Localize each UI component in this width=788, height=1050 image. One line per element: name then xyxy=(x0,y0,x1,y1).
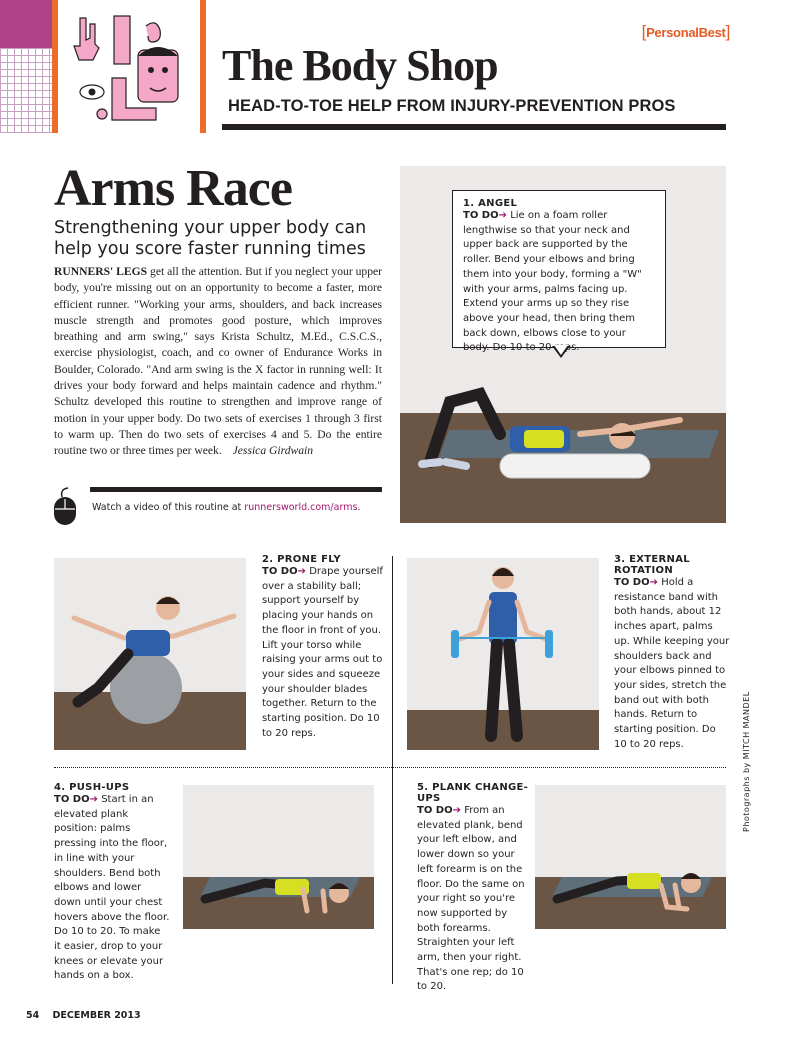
arrow-icon: ➔ xyxy=(649,577,658,588)
row-separator xyxy=(54,767,726,768)
illustration-bracket-right xyxy=(200,0,206,133)
plank-change-ups-photo xyxy=(535,785,726,929)
exercise-text: TO DO➔ Lie on a foam roller lengthwise so that your neck and upper back are supported by the roller. Bend your elbows and bring them into your body, forming a "W" with your arms, palms facing up. Extend your arms up so they rise above your head, then bring them back down, elbows close to your body. Do 10 to 20 reps. xyxy=(463,210,642,354)
exercise-title: 5. PLANK CHANGE-UPS xyxy=(417,782,529,804)
external-rotation-text: 3. EXTERNAL ROTATION TO DO➔ Hold a resistance band with both hands, about 12 inches apart, palms up. While keeping your shoulders back and your elbows pinned to your sides, stretch the band out with both hands. Return to starting position. Do 10 to 20 reps. xyxy=(614,554,730,750)
photo-credit: Photographs by MITCH MANDEL xyxy=(742,691,751,832)
callout-pointer-fill xyxy=(554,345,568,355)
section-label-text: PersonalBest xyxy=(646,25,726,40)
push-ups-photo xyxy=(183,785,374,929)
video-callout xyxy=(92,502,360,513)
illustration-bracket-left xyxy=(52,0,58,133)
exercise-title: 1. ANGEL xyxy=(463,198,518,209)
page-number: 54 xyxy=(26,1010,40,1021)
video-link[interactable]: runnersworld.com/arms xyxy=(244,502,358,513)
article-body xyxy=(54,264,382,460)
exercise-title: 4. PUSH-UPS xyxy=(54,782,130,793)
department-subtitle: HEAD-TO-TOE HELP FROM INJURY-PREVENTION PROS xyxy=(228,97,676,115)
issue-date: DECEMBER 2013 xyxy=(52,1010,141,1021)
article-title: Arms Race xyxy=(54,160,292,217)
exercise-title: 3. EXTERNAL ROTATION xyxy=(614,554,690,576)
author-byline: Jessica Girdwain xyxy=(232,444,314,458)
arrow-icon: ➔ xyxy=(89,794,98,805)
column-divider xyxy=(392,556,393,984)
video-rule xyxy=(90,487,382,492)
department-title: The Body Shop xyxy=(222,41,498,90)
video-text: Watch a video of this routine at xyxy=(92,502,245,513)
section-label: [PersonalBest] xyxy=(641,22,730,41)
mouse-icon xyxy=(50,487,84,527)
push-ups-figure xyxy=(183,785,374,929)
prone-fly-photo xyxy=(54,558,246,750)
arrow-icon: ➔ xyxy=(297,566,306,577)
body-text: get all the attention. But if you neglect your upper body, you're missing out on an opportunity to become a faster, more efficient runner. "Working your arms, shoulders, and back increases muscle strength and promotes good posture, which improves breathing and arm swing," says Krista Schultz, M.Ed., C.S.C.S., exercise physiologist, coach, and co owner of Endurance Works in Boulder, Colorado. "And arm swing is the X factor in running well: It drives your body forward and helps maintain cadence and rhythm." Schultz developed this routine to strengthen and improve range of motion in your upper body. Do two sets of exercises 1 through 3 first to warm up. Then do two sets of exercises 4 and 5. Do the entire routine two or three times per week. xyxy=(54,265,382,458)
external-rotation-photo xyxy=(407,558,599,750)
header-rule xyxy=(222,124,726,130)
exercise-title: 2. PRONE FLY xyxy=(262,554,341,565)
angel-callout xyxy=(452,190,666,354)
header-corner-block xyxy=(0,0,52,48)
arrow-icon: ➔ xyxy=(498,210,507,221)
plank-figure xyxy=(535,785,726,929)
lead-in: RUNNERS' LEGS xyxy=(54,265,148,278)
prone-fly-text: 2. PRONE FLY TO DO➔ Drape yourself over a stability ball; support yourself by placing your hands on the floor in front of you. Lift your torso while raising your arms out to your sides and squeeze your shoulder blades together. Return to the starting position. Do 10 to 20 reps. xyxy=(262,554,388,741)
plank-change-ups-text: 5. PLANK CHANGE-UPS TO DO➔ From an elevated plank, bend your left elbow, and lower down so your left forearm is on the floor. Do the same on your right so you're now supported by both forearms. Straighten your left arm, then your right. That's one rep; do 10 to 20. xyxy=(417,782,533,995)
folio xyxy=(26,1010,141,1021)
external-rotation-figure xyxy=(407,558,599,750)
prone-fly-figure xyxy=(54,558,246,750)
video-end: . xyxy=(357,502,361,513)
arrow-icon: ➔ xyxy=(452,805,461,816)
header-grid-pattern xyxy=(0,48,52,133)
body-parts-illustration xyxy=(62,10,196,130)
push-ups-text: 4. PUSH-UPS TO DO➔ Start in an elevated plank position: palms pressing into the floor, in line with your shoulders. Bend both elbows and lower down until your chest hovers above the floor. Do 10 to 20. To make it easier, drop to your knees or elevate your hands on a box. xyxy=(54,782,170,982)
article-deck: Strengthening your upper body can help you score faster running times xyxy=(54,218,367,259)
